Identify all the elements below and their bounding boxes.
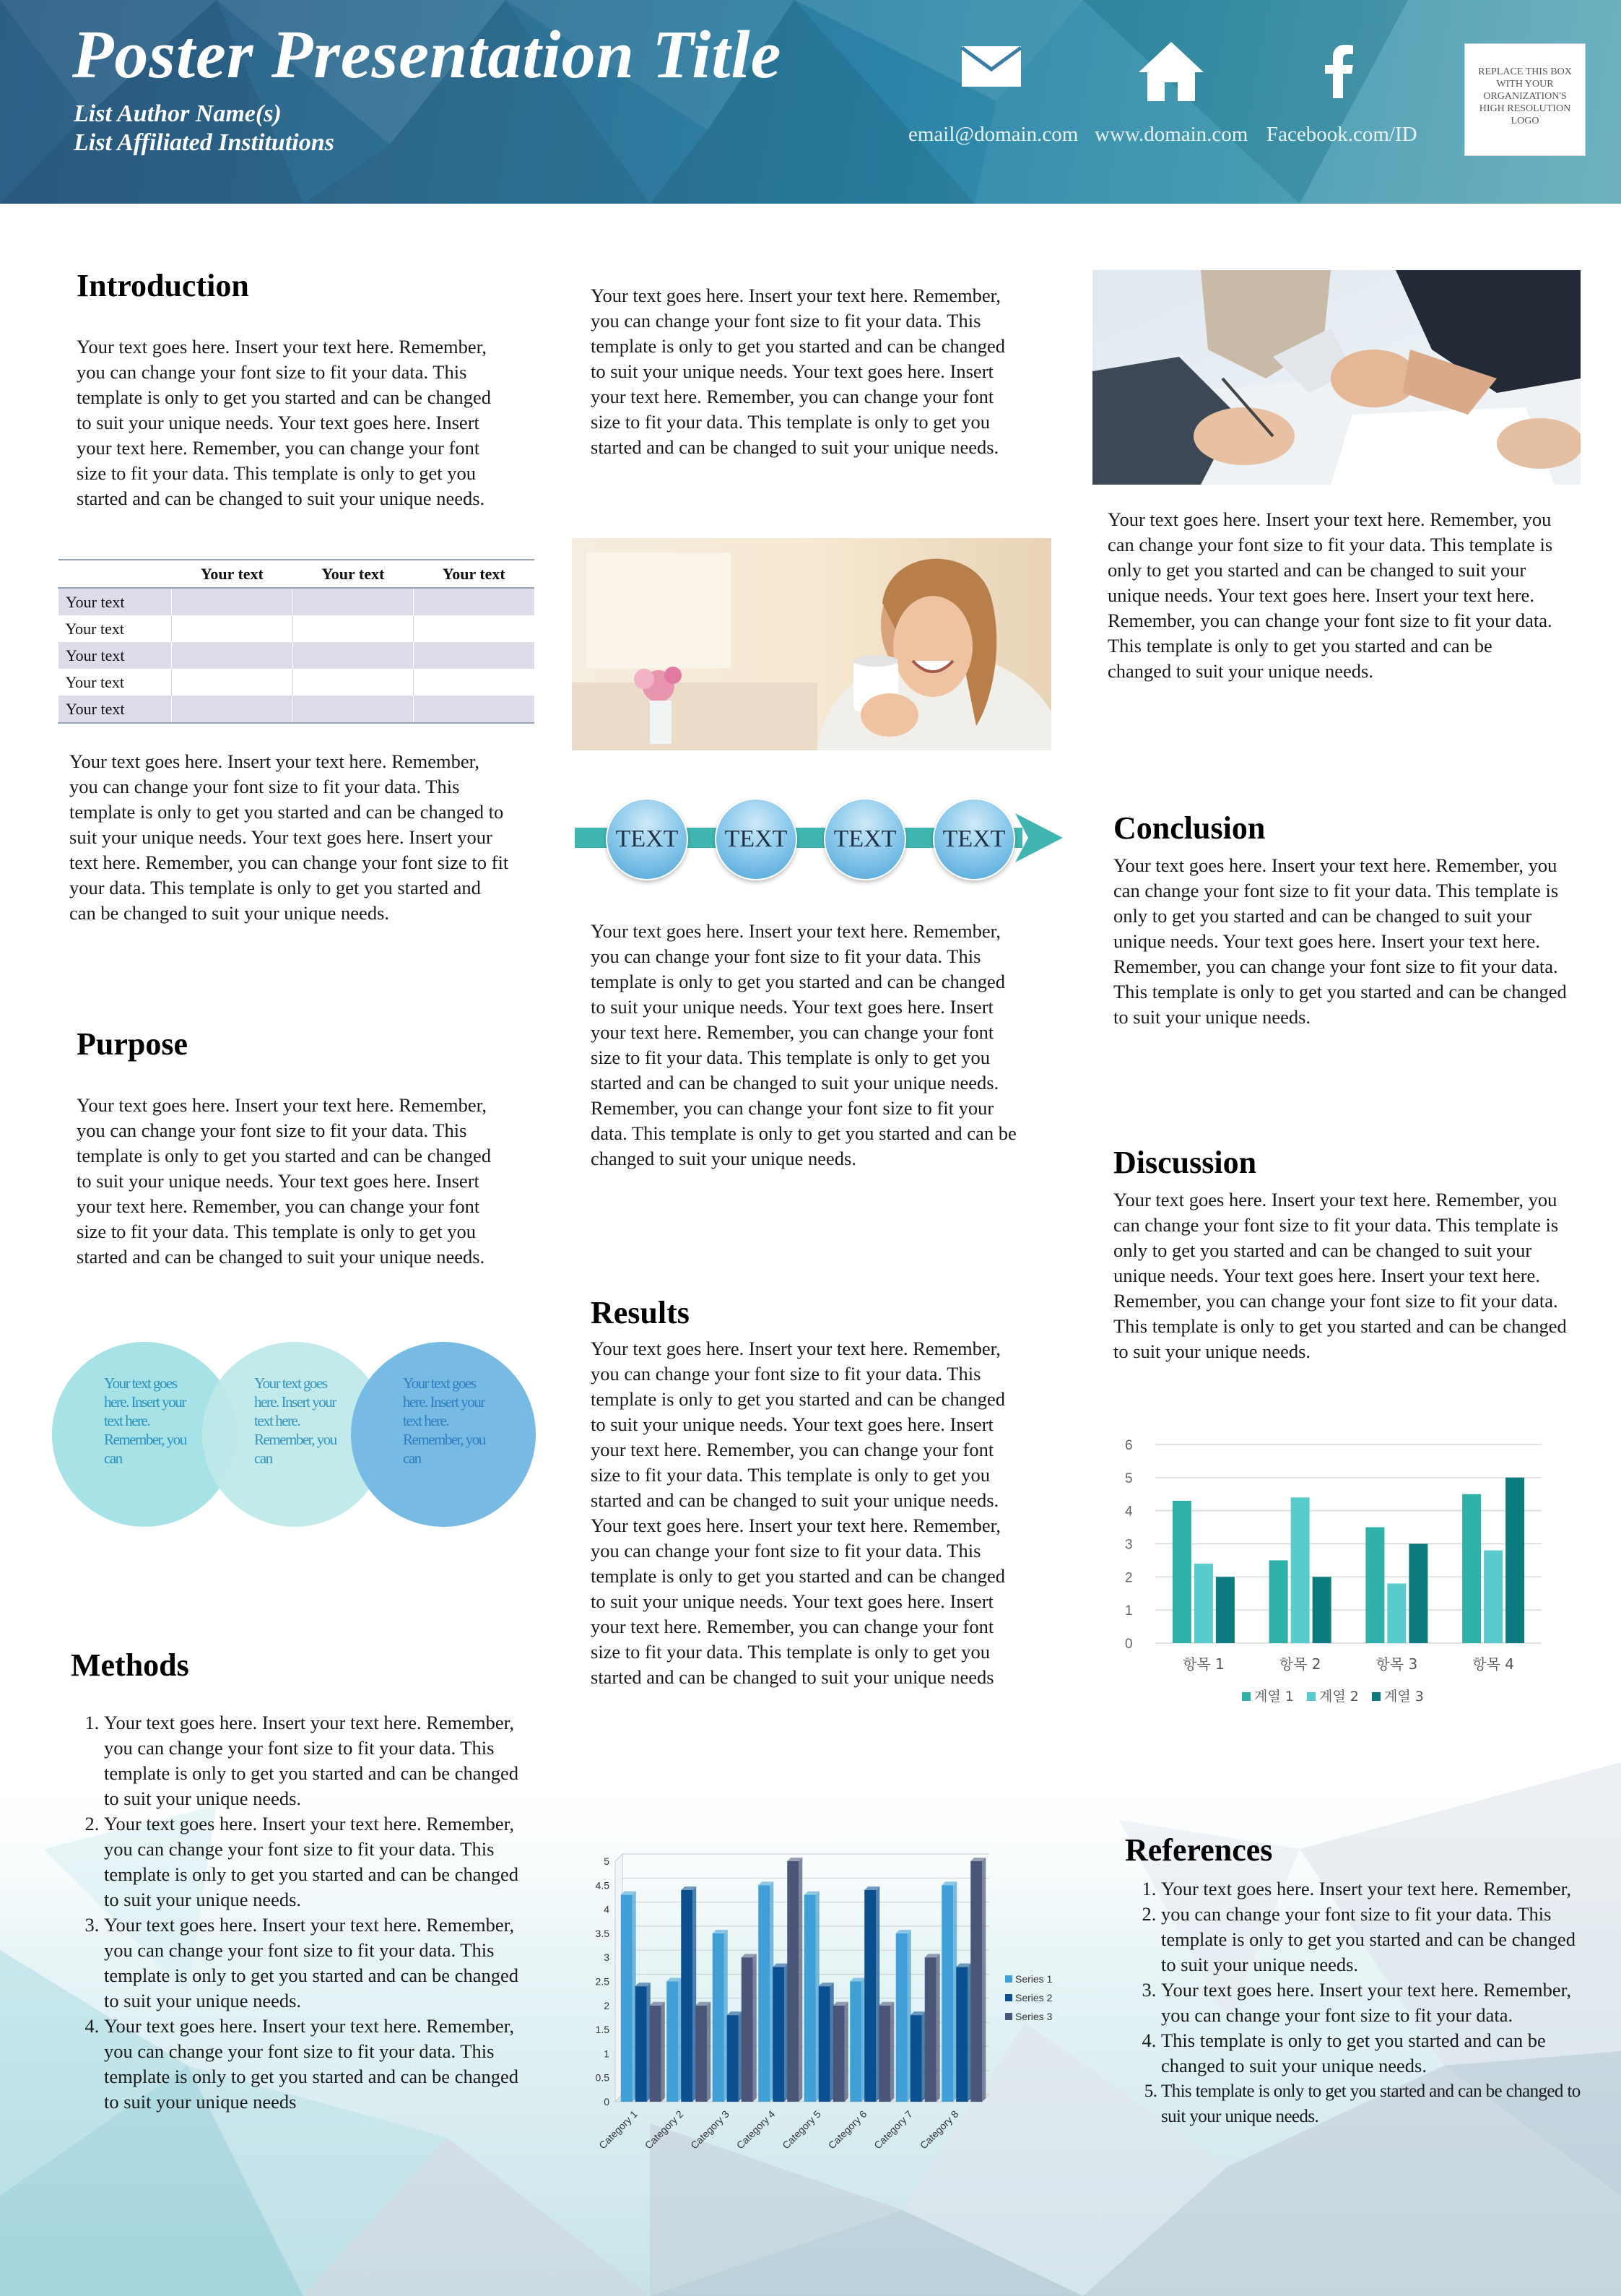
bar-side bbox=[661, 2002, 665, 2102]
mail-icon bbox=[960, 45, 1022, 88]
bar bbox=[819, 1986, 830, 2102]
y-tick-label: 3 bbox=[604, 1951, 609, 1964]
bar bbox=[1313, 1577, 1331, 1643]
timeline-step-2: TEXT bbox=[715, 798, 797, 880]
author-block bbox=[74, 100, 334, 157]
introduction-heading: Introduction bbox=[77, 268, 249, 303]
bar bbox=[833, 2006, 845, 2102]
facebook-url[interactable]: Facebook.com/ID bbox=[1266, 123, 1417, 146]
y-tick-label: 4.5 bbox=[595, 1879, 609, 1892]
table-row bbox=[58, 588, 535, 615]
purpose-heading: Purpose bbox=[77, 1026, 188, 1062]
bar bbox=[1216, 1577, 1235, 1643]
bar bbox=[864, 1890, 876, 2102]
legend-swatch bbox=[1307, 1692, 1316, 1701]
x-tick-label: 항목 2 bbox=[1279, 1655, 1321, 1673]
bar bbox=[621, 1895, 633, 2102]
table-row-label: Your text bbox=[58, 615, 172, 642]
timeline-step-1: TEXT bbox=[606, 798, 688, 880]
author-names: List Author Name(s) bbox=[74, 100, 282, 127]
bar bbox=[970, 1861, 982, 2102]
intro-table bbox=[58, 559, 534, 724]
y-tick-label: 2 bbox=[1125, 1570, 1133, 1586]
bar bbox=[1409, 1544, 1427, 1644]
table-row bbox=[58, 642, 535, 669]
right-top-text: Your text goes here. Insert your text here. Remember, you can change your font size to fit your data. This template is only to get you started and can be changed to suit your unique needs. Your text goes here. Insert your text here. Remember, you can change your font size to fit your data. This template is only to get you started and can be changed to suit your unique needs. bbox=[1108, 508, 1553, 682]
list-item: 4. This template is only to get you started and can be changed to suit your unique needs. bbox=[1161, 2028, 1594, 2079]
conclusion-text: Your text goes here. Insert your text here. Remember, you can change your font size to fit your data. This template is only to get you started and can be changed to suit your unique needs. Your text goes here. Insert your text here. Remember, you can change your font size to fit your data. This template is only to get you started and can be changed to suit your unique needs. bbox=[1113, 854, 1567, 1028]
list-item: 5. This template is only to get you started and can be changed to suit your unique needs. bbox=[1161, 2079, 1594, 2129]
bar bbox=[911, 2015, 922, 2102]
bar bbox=[742, 1957, 753, 2102]
bar bbox=[1462, 1494, 1481, 1643]
x-tick-label: 항목 1 bbox=[1183, 1655, 1225, 1673]
table-row-label: Your text bbox=[58, 588, 172, 615]
legend-label: 계열 1 bbox=[1254, 1689, 1294, 1704]
bar bbox=[1194, 1564, 1213, 1643]
table-row-label: Your text bbox=[58, 696, 172, 723]
references-list bbox=[1126, 1876, 1594, 2129]
x-tick-label: Category 2 bbox=[642, 2107, 686, 2152]
table-header-cell: Your text bbox=[172, 560, 292, 588]
y-tick-label: 3.5 bbox=[595, 1927, 609, 1939]
y-tick-label: 5 bbox=[1125, 1470, 1133, 1486]
table-header-row bbox=[58, 560, 535, 588]
list-item: 1. Your text goes here. Insert your text here. Remember, bbox=[1161, 1876, 1594, 1902]
legend-swatch bbox=[1005, 1975, 1012, 1983]
middle-text-2: Your text goes here. Insert your text here. Remember, you can change your font size to fit your data. This template is only to get you started and can be changed to suit your unique needs. Your text goes here. Insert your text here. Remember, you can change your font size to fit your data. This template is only to get you started and can be changed to suit your unique needs. Remember, you can change your font size to fit your data. This template is only to get you started and can be changed to suit your unique needs. bbox=[591, 920, 1017, 1169]
bar bbox=[773, 1967, 784, 2102]
results-bar-chart bbox=[578, 1838, 1069, 2163]
bar bbox=[1365, 1528, 1384, 1643]
methods-list bbox=[69, 1710, 530, 2115]
x-tick-label: Category 3 bbox=[688, 2107, 731, 2152]
bar bbox=[681, 1890, 692, 2102]
home-icon bbox=[1137, 40, 1205, 103]
bar bbox=[650, 2006, 661, 2102]
poster-header bbox=[0, 0, 1621, 204]
bar-side bbox=[799, 1858, 802, 2102]
legend-label: Series 1 bbox=[1015, 1973, 1053, 1985]
bar bbox=[956, 1967, 968, 2102]
bar bbox=[666, 1982, 678, 2102]
x-tick-label: Category 1 bbox=[596, 2107, 640, 2152]
results-text: Your text goes here. Insert your text here. Remember, you can change your font size to fit your data. This template is only to get you started and can be changed to suit your unique needs. Your text goes here. Insert your text here. Remember, you can change your font size to fit your data. This template is only to get you started and can be changed to suit your unique needs. Your text goes here. Insert your text here. Remember, you can change your font size to fit your data. This template is only to get you started and can be changed to suit your unique needs. Your text goes here. Insert your text here. Remember, you can change your font size to fit your data. This template is only to get you started and can be changed to suit your unique needs bbox=[591, 1338, 1005, 1688]
x-tick-label: 항목 4 bbox=[1472, 1655, 1514, 1673]
x-tick-label: Category 8 bbox=[917, 2107, 961, 2152]
x-tick-label: Category 5 bbox=[780, 2107, 823, 2152]
table-row-label: Your text bbox=[58, 669, 172, 696]
bar-side bbox=[707, 2002, 710, 2102]
bar bbox=[635, 1986, 647, 2102]
y-tick-label: 1 bbox=[1125, 1603, 1133, 1619]
y-tick-label: 0 bbox=[604, 2096, 609, 2107]
table-header-cell: Your text bbox=[414, 560, 534, 588]
legend-label: Series 2 bbox=[1015, 1992, 1053, 2003]
bar bbox=[942, 1885, 953, 2102]
photo-business-handshake bbox=[1092, 270, 1581, 485]
introduction-text-2: Your text goes here. Insert your text here. Remember, you can change your font size to fit your data. This template is only to get you started and can be changed to suit your unique needs. Your text goes here. Insert your text here. Remember, you can change your font size to fit your data. This template is only to get you started and can be changed to suit your unique needs. bbox=[69, 750, 509, 924]
venn-circle-3 bbox=[351, 1342, 536, 1527]
bar-side bbox=[845, 2002, 848, 2102]
bar-side bbox=[982, 1858, 986, 2102]
discussion-bar-chart bbox=[1105, 1426, 1567, 1715]
y-tick-label: 2.5 bbox=[595, 1975, 609, 1988]
legend-swatch bbox=[1005, 2013, 1012, 2020]
bar bbox=[896, 1933, 908, 2102]
y-tick-label: 1.5 bbox=[595, 2024, 609, 2036]
introduction-text: Your text goes here. Insert your text here. Remember, you can change your font size to fit your data. This template is only to get you started and can be changed to suit your unique needs. Your text goes here. Insert your text here. Remember, you can change your font size to fit your data. This template is only to get you started and can be changed to suit your unique needs. bbox=[77, 336, 491, 509]
table-header-cell bbox=[58, 560, 172, 588]
bar bbox=[804, 1895, 816, 2102]
bar bbox=[1269, 1560, 1288, 1643]
list-item: 4. Your text goes here. Insert your text here. Remember, you can change your font size to fit your data. This template is only to get you started and can be changed to suit your unique needs bbox=[104, 2014, 530, 2115]
list-item: 1. Your text goes here. Insert your text here. Remember, you can change your font size to fit your data. This template is only to get you started and can be changed to suit your unique needs. bbox=[104, 1710, 530, 1811]
legend-label: Series 3 bbox=[1015, 2011, 1053, 2022]
discussion-heading: Discussion bbox=[1113, 1145, 1257, 1180]
middle-top-text: Your text goes here. Insert your text here. Remember, you can change your font size to fit your data. This template is only to get you started and can be changed to suit your unique needs. Your text goes here. Insert your text here. Remember, you can change your font size to fit your data. This template is only to get you started and can be changed to suit your unique needs. bbox=[591, 285, 1005, 458]
bar bbox=[727, 2015, 739, 2102]
discussion-text: Your text goes here. Insert your text here. Remember, you can change your font size to fit your data. This template is only to get you started and can be changed to suit your unique needs. Your text goes here. Insert your text here. Remember, you can change your font size to fit your data. This template is only to get you started and can be changed to suit your unique needs. bbox=[1113, 1189, 1567, 1362]
bar bbox=[1505, 1478, 1524, 1643]
organization-logo-placeholder: REPLACE THIS BOX WITH YOUR ORGANIZATION'S HIGH RESOLUTION LOGO bbox=[1464, 43, 1586, 156]
venn-circle-text: Your text goes here. Insert your text here. Remember, you can bbox=[254, 1374, 336, 1467]
bar-side bbox=[890, 2002, 894, 2102]
x-tick-label: Category 7 bbox=[872, 2107, 915, 2152]
table-header-cell: Your text bbox=[292, 560, 413, 588]
x-tick-label: 항목 3 bbox=[1376, 1655, 1418, 1673]
timeline-step-3: TEXT bbox=[824, 798, 906, 880]
bar bbox=[925, 1957, 936, 2102]
bar bbox=[1173, 1501, 1191, 1643]
bar bbox=[713, 1933, 724, 2102]
bar-side bbox=[753, 1954, 757, 2102]
list-item: 2. Your text goes here. Insert your text here. Remember, you can change your font size to fit your data. This template is only to get you started and can be changed to suit your unique needs. bbox=[104, 1811, 530, 1912]
venn-circle-text: Your text goes here. Insert your text here. Remember, you can bbox=[403, 1374, 485, 1467]
purpose-text: Your text goes here. Insert your text here. Remember, you can change your font size to fit your data. This template is only to get you started and can be changed to suit your unique needs. Your text goes here. Insert your text here. Remember, you can change your font size to fit your data. This template is only to get you started and can be changed to suit your unique needs. bbox=[77, 1094, 491, 1268]
bar bbox=[1291, 1497, 1310, 1643]
y-tick-label: 6 bbox=[1125, 1438, 1133, 1453]
bar bbox=[1484, 1551, 1503, 1643]
results-heading: Results bbox=[591, 1295, 690, 1330]
y-tick-label: 4 bbox=[604, 1903, 609, 1915]
bar bbox=[879, 2006, 890, 2102]
y-tick-label: 3 bbox=[1125, 1537, 1133, 1553]
affiliated-institutions: List Affiliated Institutions bbox=[74, 129, 334, 156]
y-tick-label: 1 bbox=[604, 2048, 609, 2060]
table-row bbox=[58, 615, 535, 642]
x-tick-label: Category 6 bbox=[825, 2107, 869, 2152]
table-row bbox=[58, 669, 535, 696]
bar bbox=[850, 1982, 861, 2102]
y-tick-label: 5 bbox=[604, 1855, 609, 1867]
y-tick-label: 2 bbox=[604, 1999, 609, 2011]
x-tick-label: Category 4 bbox=[734, 2107, 778, 2152]
facebook-icon bbox=[1323, 45, 1355, 98]
venn-circle-text: Your text goes here. Insert your text here. Remember, you can bbox=[104, 1374, 186, 1467]
legend-swatch bbox=[1005, 1994, 1012, 2001]
methods-heading: Methods bbox=[71, 1647, 189, 1683]
legend-swatch bbox=[1242, 1692, 1251, 1701]
bar bbox=[758, 1885, 770, 2102]
timeline-step-4: TEXT bbox=[933, 798, 1015, 880]
y-tick-label: 4 bbox=[1125, 1504, 1133, 1520]
bar-side bbox=[936, 1954, 940, 2102]
photo-woman-with-cup bbox=[572, 538, 1051, 750]
table-row bbox=[58, 696, 535, 723]
email-address[interactable]: email@domain.com bbox=[908, 123, 1079, 146]
conclusion-heading: Conclusion bbox=[1113, 810, 1266, 846]
legend-label: 계열 2 bbox=[1319, 1689, 1359, 1704]
website-url[interactable]: www.domain.com bbox=[1095, 123, 1248, 146]
table-row-label: Your text bbox=[58, 642, 172, 669]
legend-label: 계열 3 bbox=[1384, 1689, 1424, 1704]
legend-swatch bbox=[1372, 1692, 1381, 1701]
bar bbox=[787, 1861, 799, 2102]
y-tick-label: 0 bbox=[1125, 1637, 1133, 1652]
poster-title: Poster Presentation Title bbox=[72, 17, 782, 92]
list-item: 3. Your text goes here. Insert your text here. Remember, you can change your font size to fit your data. This template is only to get you started and can be changed to suit your unique needs. bbox=[104, 1912, 530, 2014]
list-item: 3. Your text goes here. Insert your text here. Remember, you can change your font size to fit your data. bbox=[1161, 1977, 1594, 2028]
bar bbox=[1387, 1584, 1406, 1644]
references-heading: References bbox=[1125, 1832, 1273, 1868]
bar bbox=[695, 2006, 707, 2102]
y-tick-label: 0.5 bbox=[595, 2071, 609, 2084]
list-item: 2. you can change your font size to fit your data. This template is only to get you started and can be changed to suit your unique needs. bbox=[1161, 1902, 1594, 1977]
